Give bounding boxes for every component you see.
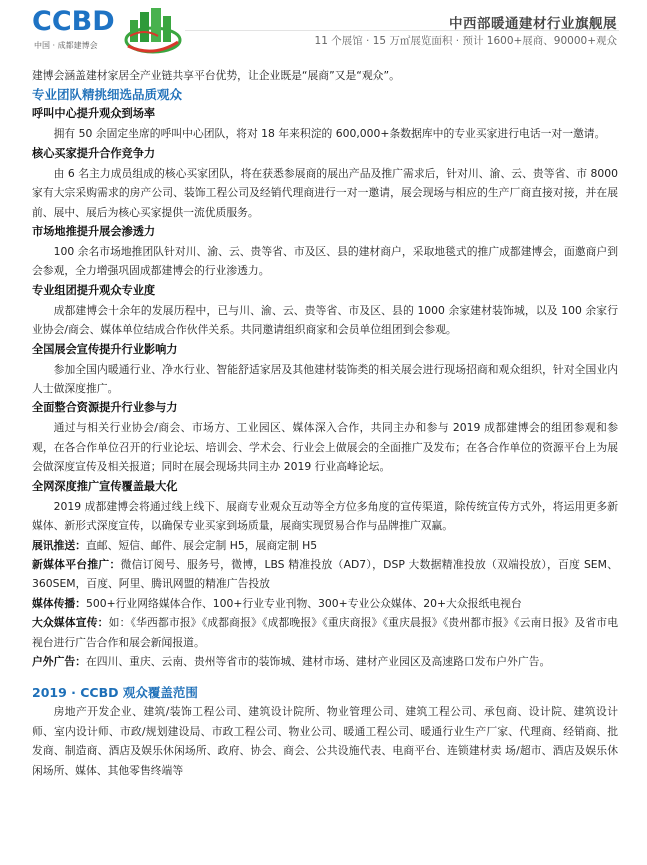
intro-paragraph: 建博会涵盖建材家居全产业链共享平台优势，让企业既是“展商”又是“观众”。: [32, 69, 400, 82]
block-body: 参加全国内暖通行业、净水行业、智能舒适家居及其他建材装饰类的相关展会进行现场招商和观众组织，针对全国业内人士做深度推广。: [32, 362, 618, 396]
building-graphic-icon: [124, 6, 182, 54]
block-title: 市场地推提升展会渗透力: [32, 225, 156, 239]
header-subtitle: 11 个展馆 · 15 万㎡展览面积 · 预计 1600+展商、90000+观众: [314, 35, 617, 47]
promo-item: [32, 613, 618, 652]
block-body: 拥有 50 余固定坐席的呼叫中心团队，将对 18 年来积淀的 600,000+条数据库中的专业买家进行电话一对一邀请。: [53, 127, 606, 141]
promo-item: [32, 536, 618, 555]
promo-item: [32, 555, 618, 594]
block-body: 通过与相关行业协会/商会、市场方、工业园区、媒体深入合作，共同主办和参与 2019 成都建博会的组团参观和参观，在各合作单位召开的行业论坛、培训会、学术会、行业会上做展会的全面推广及发布；在各合作单位的资源平台上为展会做深度宣传及相关报道；同时在展会现场共同主办 2019 行业高峰论坛。: [32, 421, 618, 474]
promo-text: 微信订阅号、服务号，微博，LBS 精准投放（AD7），DSP 大数据精准投放（双端投放），百度 SEM、360SEM，百度、阿里、腾讯网盟的精准广告投放: [32, 557, 619, 591]
block-title: 全国展会宣传提升行业影响力: [32, 342, 178, 356]
block-body: 100 余名市场地推团队针对川、渝、云、贵等省、市及区、县的建材商户，采取地毯式的推广成都建博会，面邀商户到会参观，全力增强巩固成都建博会的行业渗透力。: [32, 245, 618, 278]
block-body: 2019 成都建博会将通过线上线下、展商专业观众互动等全方位多角度的宣传渠道，除传统宣传方式外，将运用更多新媒体、新形式深度宣传，以确保专业买家到场质量，展商实现贸易合作与品牌推广双赢。: [32, 499, 618, 533]
section-spacer: [32, 671, 618, 683]
coverage-paragraph: 房地产开发企业、建筑/装饰工程公司、建筑设计院所、物业管理公司、建筑工程公司、承包商、设计院、建筑设计师、室内设计师、市政/规划建设局、市政工程公司、物业公司、暖通工程公司、暖通行业生产厂家、代理商、经销商、批发商、制造商、酒店及娱乐休闲场所、政府、协会、商会、公共设施代表、电商平台、连锁建材卖 场/超市、酒店及娱乐休闲场所、媒体、其他零售终端等: [32, 705, 618, 777]
promo-text: 在四川、重庆、云南、贵州等省市的装饰城、建材市场、建材产业园区及高速路口发布户外广告。: [85, 654, 551, 668]
logo-subtitle: 中国 · 成都建博会: [34, 41, 98, 50]
promo-label: 展讯推送：: [32, 538, 86, 552]
block-body: 成都建博会十余年的发展历程中，已与川、渝、云、贵等省、市及区、县的 1000 余家建材装饰城，以及 100 余家行业协会/商会、媒体单位结成合作伙伴关系。共同邀请组织商家和会员单位组团到会参观。: [32, 303, 618, 337]
promo-text: 直邮、短信、邮件、展会定制 H5，展商定制 H5: [85, 538, 318, 552]
block-title: 全网深度推广宣传覆盖最大化: [32, 479, 178, 493]
promo-label: 新媒体平台推广：: [32, 557, 121, 571]
block-title: 专业组团提升观众专业度: [32, 283, 156, 297]
promo-label: 媒体传播：: [32, 596, 86, 610]
block-title: 呼叫中心提升观众到场率: [32, 107, 156, 121]
promo-text: 如：《华西都市报》《成都商报》《成都晚报》《重庆商报》《重庆晨报》《贵州都市报》《云南日报》及省市电视台进行广告合作和展会新闻报道。: [32, 616, 618, 649]
block-title: 全面整合资源提升行业参与力: [32, 401, 178, 415]
section-title-coverage: 2019 · CCBD 观众覆盖范围: [32, 685, 198, 701]
promo-item: [32, 652, 618, 671]
promo-text: 500+行业网络媒体合作、100+行业专业刊物、300+专业公众媒体、20+大众报纸电视台: [85, 596, 522, 610]
section-title-audience: 专业团队精挑细选品质观众: [32, 87, 183, 103]
block-title: 核心买家提升合作竞争力: [32, 146, 156, 160]
page-header: [0, 0, 647, 62]
promo-label: 户外广告：: [32, 654, 86, 668]
logo-wordmark: CCBD: [32, 6, 115, 37]
promo-label: 大众媒体宣传：: [32, 616, 109, 630]
header-title: 中西部暖通建材行业旗舰展: [449, 16, 617, 32]
ccbd-logo: [32, 6, 182, 54]
document-body: [32, 66, 618, 780]
block-body: 由 6 名主力成员组成的核心买家团队，将在获悉参展商的展出产品及推广需求后，针对川、渝、云、贵等省、市 8000 家有大宗采购需求的房产公司、装饰工程公司及经销代理商进行一对一邀请，展会现场与相应的生产厂商直接对接，并在展前、展中、展后为核心买家提供一流优质服务。: [32, 166, 618, 219]
promo-item: [32, 594, 618, 613]
